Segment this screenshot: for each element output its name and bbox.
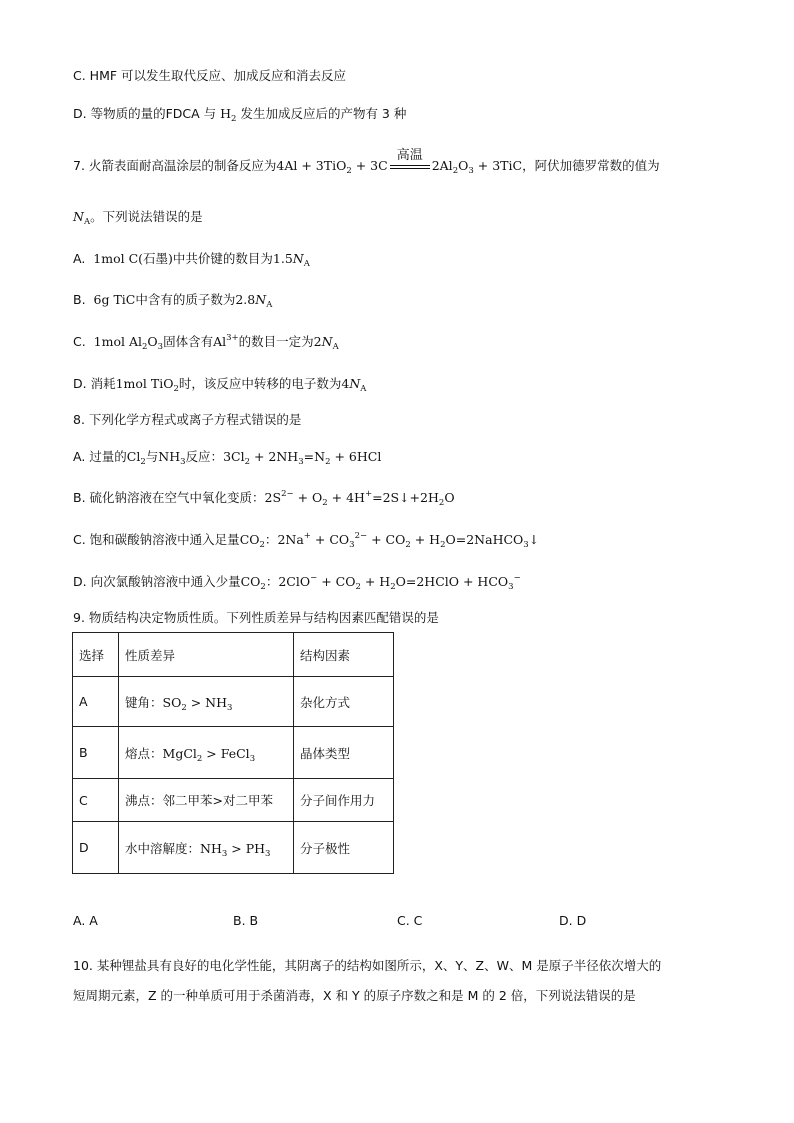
row-choice: A <box>73 677 119 727</box>
row-property: 键角：$SO_2 > NH_3$ <box>119 677 294 727</box>
table-row <box>73 677 394 727</box>
header-choice: 选择 <box>73 633 119 677</box>
q6-option-d: D. 等物质的量的FDCA 与 $H_2$ 发生加成反应后的产物有 3 种 <box>73 106 407 124</box>
table-header-row <box>73 633 394 677</box>
q7-stem: 7. 火箭表面耐高温涂层的制备反应为4Al + 3TiO$_2$ + 3C 高温 $2Al_2O_3 + 3TiC$，阿伏加德罗常数的值为 <box>73 147 660 176</box>
answer-d: D. D <box>559 913 587 928</box>
q9-answer-options <box>73 913 733 933</box>
answer-a: A. A <box>73 913 98 928</box>
row-choice: C <box>73 779 119 822</box>
row-property: 熔点：MgCl$_2$ > FeCl$_3$ <box>119 727 294 779</box>
row-choice: B <box>73 727 119 779</box>
answer-c: C. C <box>397 913 423 928</box>
q8-option-b: B. 硫化钠溶液在空气中氧化变质：$2S^{2-} + O_2$ + $4H^+=2S↓+2H_2O$ <box>73 489 455 508</box>
q8-option-a: A. 过量的$Cl_2$与$NH_3$反应：$3Cl_2 + 2NH_3=N_2 + 6HCl$ <box>73 449 382 467</box>
row-choice: D <box>73 822 119 874</box>
row-factor: 晶体类型 <box>294 727 394 779</box>
table-row <box>73 822 394 874</box>
table-row <box>73 727 394 779</box>
reaction-condition: 高温 <box>390 160 430 174</box>
q8-option-d: D. 向次氯酸钠溶液中通入少量$CO_2$：$2ClO^- + CO_2$ + $H_2O=2HClO + HCO_3^-$ <box>73 573 521 592</box>
q7-option-a: A. 1mol C(石墨)中共价键的数目为$1.5N_A$ <box>73 251 310 269</box>
q9-table <box>72 632 394 874</box>
q10-stem-line2: 短周期元素，Z 的一种单质可用于杀菌消毒，X 和 Y 的原子序数之和是 M 的 2 倍，下列说法错误的是 <box>73 988 636 1003</box>
q7-option-b: B. 6g TiC中含有的质子数为$2.8N_A$ <box>73 292 273 310</box>
answer-b: B. B <box>233 913 259 928</box>
q7-stem-continued: $N_A$。下列说法错误的是 <box>73 209 203 227</box>
row-factor: 杂化方式 <box>294 677 394 727</box>
row-property: 沸点：邻二甲苯>对二甲苯 <box>119 779 294 822</box>
row-factor: 分子极性 <box>294 822 394 874</box>
q6-option-c: C. HMF 可以发生取代反应、加成反应和消去反应 <box>73 68 347 83</box>
header-property: 性质差异 <box>119 633 294 677</box>
row-property: 水中溶解度：$NH_3 > PH_3$ <box>119 822 294 874</box>
table-row <box>73 779 394 822</box>
q8-stem: 8. 下列化学方程式或离子方程式错误的是 <box>73 412 302 427</box>
q9-stem: 9. 物质结构决定物质性质。下列性质差异与结构因素匹配错误的是 <box>73 610 439 625</box>
q7-option-c: C. 1mol $Al_2O_3$固体含有$Al^{3+}$的数目一定为$2N_A$ <box>73 333 339 352</box>
q8-option-c: C. 饱和碳酸钠溶液中通入足量$CO_2$：$2Na^+ + CO_3^{2-} + CO_2$ + $H_2O=2NaHCO_3↓$ <box>73 531 540 550</box>
row-factor: 分子间作用力 <box>294 779 394 822</box>
q10-stem-line1: 10. 某种锂盐具有良好的电化学性能，其阴离子的结构如图所示，X、Y、Z、W、M 是原子半径依次增大的 <box>73 958 662 973</box>
q7-option-d: D. 消耗1mol TiO$_2$时，该反应中转移的电子数为$4N_A$ <box>73 376 367 394</box>
header-factor: 结构因素 <box>294 633 394 677</box>
